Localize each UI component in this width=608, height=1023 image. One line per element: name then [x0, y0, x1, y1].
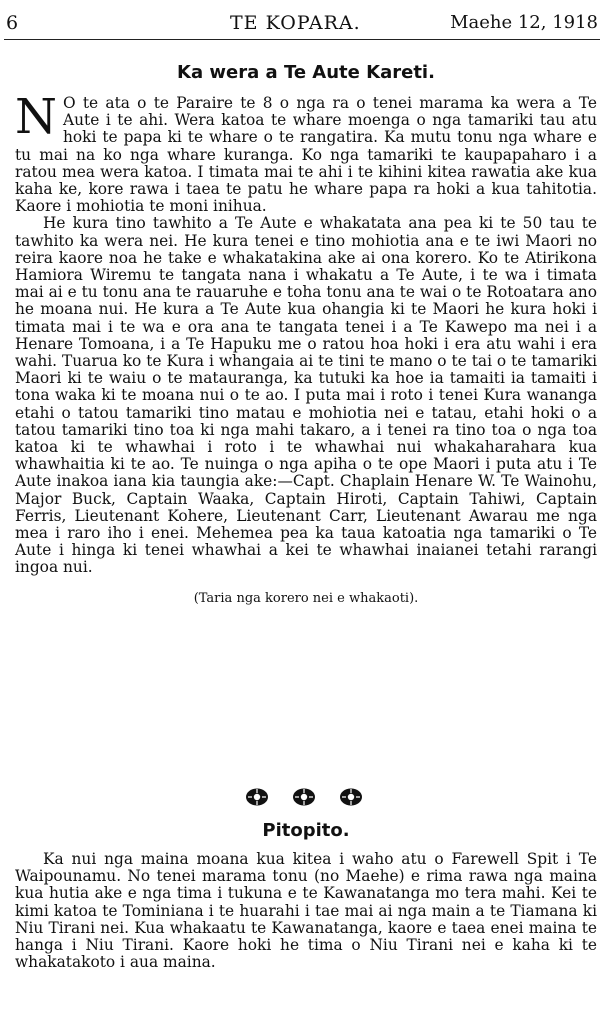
issue-date: Maehe 12, 1918 [450, 12, 598, 33]
article-te-aute [15, 62, 597, 606]
continued-note: (Taria nga korero nei e whakaoti). [193, 590, 419, 606]
article-paragraph-1 [15, 89, 597, 216]
page-header [0, 0, 608, 40]
rosette-ornament-icon [245, 787, 269, 807]
publication-title: TE KOPARA. [230, 12, 361, 34]
article-title: Pitopito. [262, 820, 350, 841]
article-paragraph-1: Ka nui nga maina moana kua kitea i waho atu o Farewell Spit i Te Waipounamu. No tenei marama tonu (no Maehe) e rima rawa nga maina kua hutia ake e nga tima i tukuna e te Kawanatanga mo tera mahi. Kei te kimi katoa te Tominiana i te huarahi i tae mai ai nga main a te Tiamana ki Niu Tirani nei. Kua whakaatu te Kawanatanga, kaore e taea enei maina te hanga i Niu Tirani. Kaore hoki he tima o Niu Tirani nei e kaha ki te whakatakoto i aua maina. [15, 850, 597, 972]
article-pitopito [15, 820, 597, 971]
drop-cap: N [15, 89, 57, 145]
paragraph-1-text: O te ata o te Paraire te 8 o nga ra o tenei marama ka wera a Te Aute i te ahi. Wera katoa te whare moenga o nga tamariki tau atu hoki te papa ki te whare o te rangatira. Ka mutu tonu nga whare e tu mai na ko nga whare kuranga. Ko nga tamariki te kaupapaharo i a ratou mea wera katoa. I timata mai te ahi i te kihini kitea rawatia ake kua kaha ke, kore rawa i taea te patu he whare papa ra hoki a kua tahitotia. Kaore i mohiotia te moni inihua. [15, 94, 597, 216]
page-number: 6 [6, 12, 19, 34]
article-paragraph-2: He kura tino tawhito a Te Aute e whakatata ana pea ki te 50 tau te tawhito ka wera nei. He kura tenei e tino mohiotia ana e te iwi Maori no reira kaore noa he take e whakatakina ake ai ona korero. Ko te Atirikona Hamiora Wiremu te tangata nana i whakatu a Te Aute, i te wa i timata mai ai e tu tonu ana te rauaruhe e toha tonu ana te wai o te Rotoatara ano he moana nui. He kura a Te Aute kua ohangia ki te Maori he kura hoki i timata mai i te wa e ora ana te tangata tenei i a Te Kawepo ma nei i a Henare Tomoana, i a Te Hapuku me o ratou hoa hoki i era atu wahi i era wahi. Tuarua ko te Kura i whangaia ai te tini te mano o te tai o te tamariki Maori ki te waiu o te matauranga, ka tutuki ka hoe ia tamaiti ia tamaiti i tona waka ki te moana nui o te ao. I puta mai i roto i tenei Kura wananga etahi o tatou tamariki tino matau e mohiotia nei e tatau, etahi hoki o a tatou tamariki tino toa ki nga mahi takaro, a i tenei ra tino toa o nga toa katoa ki te whawhai i roto i te whawhai nui whakaharahara kua whawhaitia ki te ao. Te nuinga o nga apiha o te ope Maori i puta atu i Te Aute inakoa iana kia taungia ake:—Capt. Chaplain Henare W. Te Wainohu, Major Buck, Captain Waaka, Captain Hiroti, Captain Tahiwi, Captain Ferris, Lieutenant Kohere, Lieutenant Carr, Lieutenant Awarau me nga mea i raro iho i enei. Mehemea pea ka taua katoatia nga tamariki o Te Aute i hinga ki tenei whawhai a kei te whawhai inaianei tetahi rarangi ingoa nui. [15, 214, 597, 577]
section-ornaments [0, 786, 608, 807]
rosette-ornament-icon [292, 787, 316, 807]
header-rule [4, 39, 600, 40]
article-title: Ka wera a Te Aute Kareti. [177, 62, 435, 83]
rosette-ornament-icon [339, 787, 363, 807]
